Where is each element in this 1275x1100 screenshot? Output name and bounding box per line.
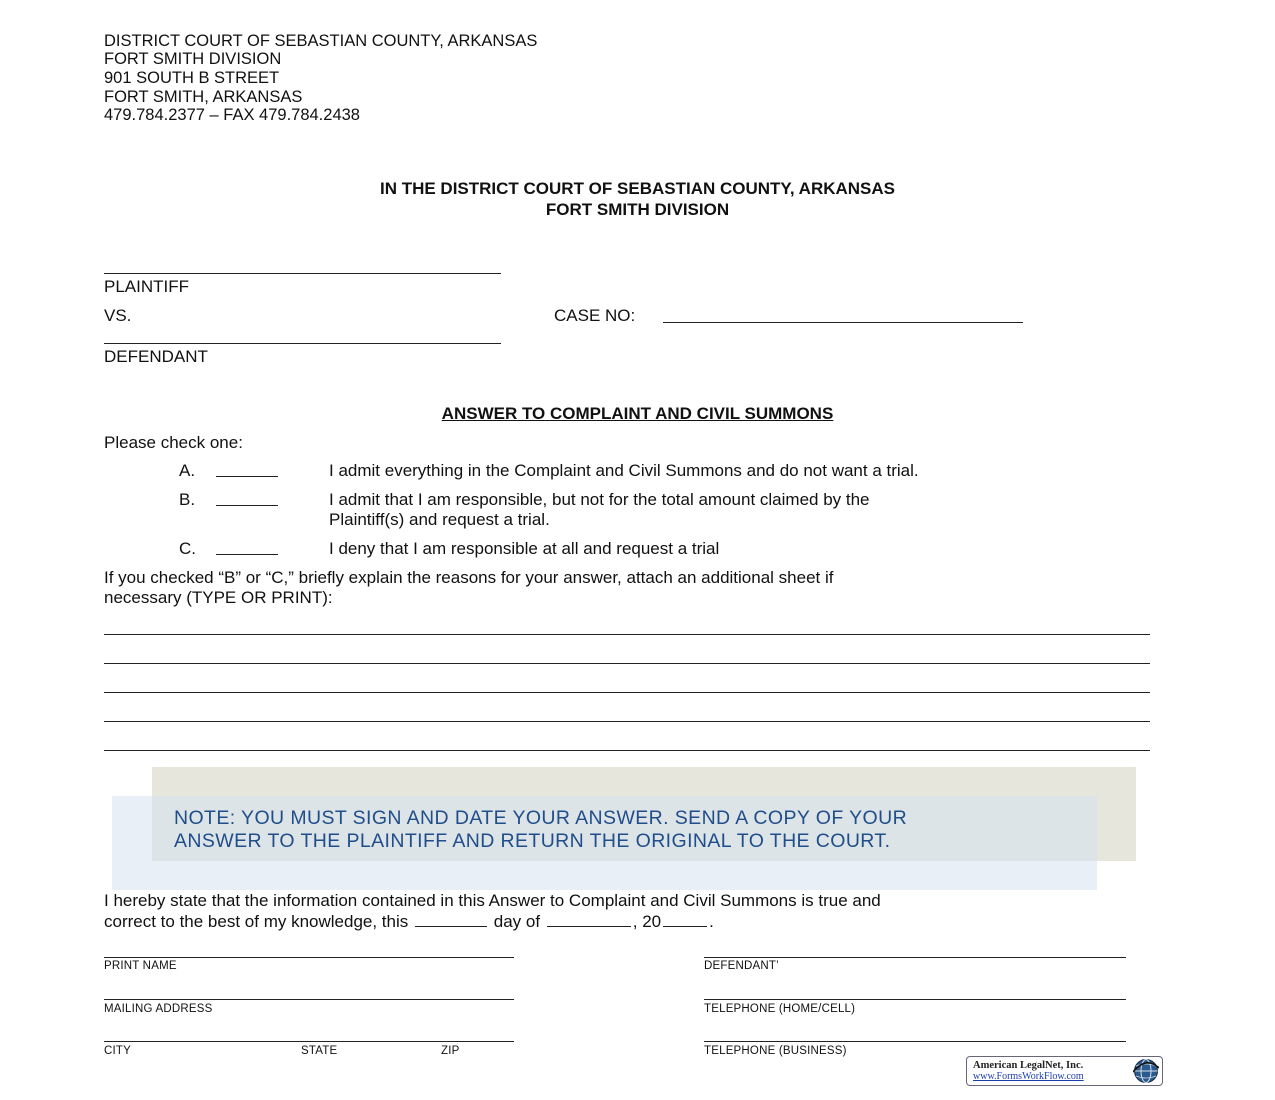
option-b-check-line[interactable]: [216, 505, 278, 506]
explanation-line-4[interactable]: [104, 721, 1150, 722]
explain-instruction-2: necessary (TYPE OR PRINT):: [104, 588, 333, 607]
telephone-business-label: TELEPHONE (BUSINESS): [704, 1045, 847, 1057]
attestation-line-2: [104, 912, 714, 932]
defendant-signature-label: DEFENDANT’: [704, 960, 779, 972]
form-heading: ANSWER TO COMPLAINT AND CIVIL SUMMONS: [441, 404, 834, 423]
mailing-address-line[interactable]: [104, 999, 514, 1000]
explanation-line-3[interactable]: [104, 692, 1150, 693]
zip-label: ZIP: [441, 1045, 460, 1057]
globe-icon: [1133, 1058, 1159, 1084]
city-label: CITY: [104, 1045, 131, 1057]
telephone-business-line[interactable]: [704, 1041, 1126, 1042]
option-b-text: I admit that I am responsible, but not for the total amount claimed by the: [329, 490, 870, 509]
telephone-home-label: TELEPHONE (HOME/CELL): [704, 1003, 856, 1015]
telephone-home-line[interactable]: [704, 999, 1126, 1000]
note-text: [174, 807, 907, 853]
caption-title-2: FORT SMITH DIVISION: [545, 200, 730, 219]
note-line-2: ANSWER TO THE PLAINTIFF AND RETURN THE ORIGINAL TO THE COURT.: [174, 830, 891, 852]
attestation-text-b: day of: [493, 912, 541, 931]
check-instruction: Please check one:: [104, 433, 243, 452]
explain-instruction-1: If you checked “B” or “C,” briefly explain the reasons for your answer, attach an additional sheet if: [104, 568, 834, 587]
note-line-1: NOTE: YOU MUST SIGN AND DATE YOUR ANSWER. SEND A COPY OF YOUR: [174, 807, 908, 829]
print-name-label: PRINT NAME: [104, 960, 177, 972]
option-a-letter: A.: [179, 461, 196, 480]
attestation-text-c: , 20: [632, 912, 662, 931]
attestation-text-a: correct to the best of my knowledge, this: [104, 912, 409, 931]
case-number-line[interactable]: [663, 322, 1023, 323]
explanation-line-5[interactable]: [104, 750, 1150, 751]
state-label: STATE: [301, 1045, 338, 1057]
mailing-address-label: MAILING ADDRESS: [104, 1003, 213, 1015]
caption-title-1: IN THE DISTRICT COURT OF SEBASTIAN COUNTY, ARKANSAS: [379, 179, 896, 198]
option-a-check-line[interactable]: [216, 476, 278, 477]
option-b-text-cont: Plaintiff(s) and request a trial.: [329, 510, 550, 529]
logo-url-link[interactable]: www.FormsWorkFlow.com: [973, 1071, 1084, 1082]
city-state-zip-line[interactable]: [104, 1041, 514, 1042]
explanation-line-1[interactable]: [104, 634, 1150, 635]
day-blank[interactable]: [415, 912, 487, 927]
case-no-label: CASE NO:: [554, 306, 636, 325]
court-header-line-4: FORT SMITH, ARKANSAS: [104, 88, 303, 106]
plaintiff-label: PLAINTIFF: [104, 277, 190, 296]
court-header-phone-fax: 479.784.2377 – FAX 479.784.2438: [104, 106, 360, 124]
court-header-line-2: FORT SMITH DIVISION: [104, 50, 282, 68]
year-blank[interactable]: [663, 912, 707, 927]
court-header-line-3: 901 SOUTH B STREET: [104, 69, 280, 87]
option-a-text: I admit everything in the Complaint and Civil Summons and do not want a trial.: [329, 461, 919, 480]
defendant-signature-line[interactable]: [704, 957, 1126, 958]
plaintiff-name-line[interactable]: [104, 273, 501, 274]
defendant-label: DEFENDANT: [104, 347, 208, 366]
print-name-line[interactable]: [104, 957, 514, 958]
option-c-text: I deny that I am responsible at all and request a trial: [329, 539, 720, 558]
court-header-line-1: DISTRICT COURT OF SEBASTIAN COUNTY, ARKANSAS: [104, 32, 538, 50]
attestation-line-1: I hereby state that the information contained in this Answer to Complaint and Civil Summons is true and: [104, 891, 881, 910]
attestation-text-d: .: [709, 912, 714, 931]
defendant-name-line[interactable]: [104, 343, 501, 344]
american-legalnet-logo[interactable]: [966, 1056, 1163, 1086]
option-c-check-line[interactable]: [216, 554, 278, 555]
explanation-line-2[interactable]: [104, 663, 1150, 664]
option-c-letter: C.: [179, 539, 196, 558]
month-blank[interactable]: [547, 912, 631, 927]
option-b-letter: B.: [179, 490, 196, 509]
logo-company-name: American LegalNet, Inc.: [973, 1060, 1084, 1071]
vs-label: VS.: [104, 306, 132, 325]
